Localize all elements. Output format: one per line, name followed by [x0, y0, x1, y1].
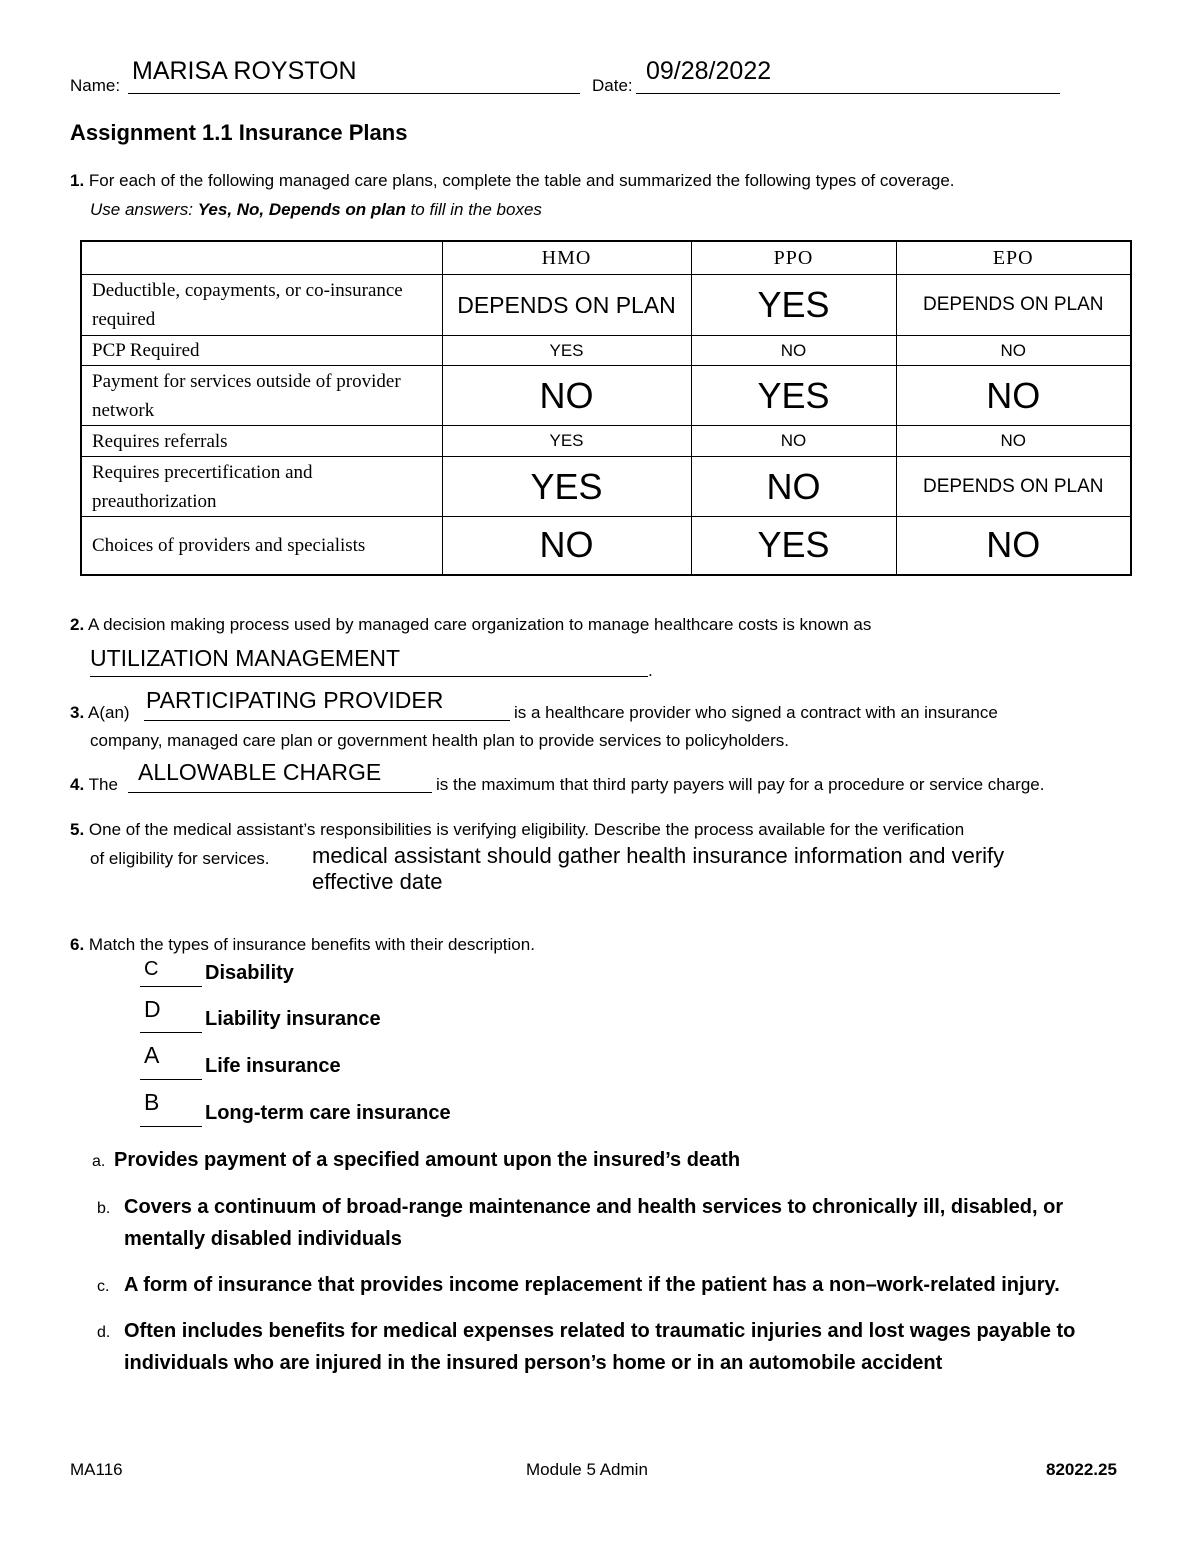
- question-3-underline: [144, 720, 510, 721]
- option-b: [97, 1192, 1063, 1255]
- header-cell-blank: [81, 241, 442, 275]
- table-row: [81, 426, 1131, 457]
- ppo-answer[interactable]: NO: [691, 457, 896, 517]
- question-3-suffix: is a healthcare provider who signed a contract with an insurance: [514, 703, 998, 722]
- question-5: [70, 819, 964, 841]
- option-letter: c.: [97, 1278, 110, 1295]
- question-1: [70, 170, 1170, 192]
- question-2-underline: [90, 676, 648, 677]
- match-underline: [140, 1126, 202, 1127]
- question-3-line2: company, managed care plan or government health plan to provide services to policyholders.: [90, 731, 789, 750]
- row-label: Choices of providers and specialists: [81, 517, 442, 575]
- question-5-answer-line2: effective date: [312, 869, 443, 894]
- epo-answer[interactable]: DEPENDS ON PLAN: [896, 275, 1131, 336]
- question-2: [70, 614, 871, 636]
- match-underline: [140, 1032, 202, 1033]
- question-5-text: One of the medical assistant’s responsibilities is verifying eligibility. Describe the process available for the verification: [88, 820, 965, 839]
- question-2-text: A decision making process used by managed care organization to manage healthcare costs is known as: [87, 615, 872, 634]
- match-answer[interactable]: C: [144, 958, 159, 980]
- hmo-answer[interactable]: YES: [442, 336, 691, 366]
- epo-answer[interactable]: DEPENDS ON PLAN: [896, 457, 1131, 517]
- ppo-answer[interactable]: YES: [691, 517, 896, 575]
- option-a: [92, 1145, 740, 1177]
- question-3-answer[interactable]: PARTICIPATING PROVIDER: [146, 687, 444, 713]
- table-row: [81, 457, 1131, 517]
- ppo-answer[interactable]: YES: [691, 275, 896, 336]
- question-3-prefix: [70, 702, 130, 724]
- question-6-text: Match the types of insurance benefits with their description.: [88, 935, 535, 954]
- question-4-prefix-text: The: [88, 775, 118, 794]
- option-c: [97, 1270, 1060, 1302]
- option-text-continued: mentally disabled individuals: [124, 1228, 402, 1250]
- table-row: [81, 366, 1131, 426]
- option-text: Often includes benefits for medical expenses related to traumatic injuries and lost wages payable to: [124, 1320, 1076, 1342]
- hmo-answer[interactable]: YES: [442, 457, 691, 517]
- ppo-answer[interactable]: NO: [691, 336, 896, 366]
- match-answer[interactable]: D: [144, 996, 161, 1022]
- question-5-number: 5.: [70, 820, 85, 839]
- footer-left: MA116: [70, 1460, 123, 1479]
- option-letter: d.: [97, 1324, 111, 1341]
- question-4-answer[interactable]: ALLOWABLE CHARGE: [138, 759, 382, 785]
- hmo-answer[interactable]: NO: [442, 366, 691, 426]
- match-label: Long-term care insurance: [205, 1102, 451, 1124]
- ppo-answer[interactable]: NO: [691, 426, 896, 457]
- option-d: [97, 1316, 1075, 1379]
- question-4-prefix: [70, 774, 118, 796]
- name-underline: [128, 93, 580, 94]
- option-text-continued: individuals who are injured in the insured person’s home or in an automobile accident: [124, 1352, 943, 1374]
- question-3-number: 3.: [70, 703, 85, 722]
- ppo-answer[interactable]: YES: [691, 366, 896, 426]
- question-1-text: For each of the following managed care plans, complete the table and summarized the following types of coverage.: [88, 171, 955, 190]
- footer-right: 82022.25: [1046, 1460, 1117, 1479]
- option-text: A form of insurance that provides income replacement if the patient has a non–work-related injury.: [124, 1274, 1060, 1296]
- question-4-suffix: is the maximum that third party payers will pay for a procedure or service charge.: [436, 775, 1045, 794]
- page-title: Assignment 1.1 Insurance Plans: [70, 120, 408, 145]
- table-header-row: [81, 241, 1131, 275]
- question-5-answer[interactable]: [312, 843, 1004, 895]
- hmo-answer[interactable]: YES: [442, 426, 691, 457]
- option-text: Covers a continuum of broad-range maintenance and health services to chronically ill, disabled, or: [124, 1196, 1064, 1218]
- question-2-answer[interactable]: UTILIZATION MANAGEMENT: [90, 645, 401, 671]
- question-6-number: 6.: [70, 935, 85, 954]
- option-text: Provides payment of a specified amount upon the insured’s death: [114, 1149, 741, 1171]
- table-row: [81, 517, 1131, 575]
- hint-suffix: to fill in the boxes: [405, 200, 542, 219]
- row-label: Deductible, copayments, or co-insurance required: [81, 275, 442, 336]
- question-5-answer-line1: medical assistant should gather health insurance information and verify: [312, 843, 1005, 868]
- match-label: Liability insurance: [205, 1008, 381, 1030]
- table-row: [81, 275, 1131, 336]
- question-2-number: 2.: [70, 615, 85, 634]
- epo-answer[interactable]: NO: [896, 336, 1131, 366]
- coverage-table: [80, 240, 1132, 576]
- question-3-prefix-text: A(an): [87, 703, 130, 722]
- row-label: Requires precertification and preauthorization: [81, 457, 442, 517]
- header-cell-ppo: PPO: [691, 241, 896, 275]
- header-cell-epo: EPO: [896, 241, 1131, 275]
- epo-answer[interactable]: NO: [896, 366, 1131, 426]
- hmo-answer[interactable]: DEPENDS ON PLAN: [442, 275, 691, 336]
- row-label: PCP Required: [81, 336, 442, 366]
- question-4-number: 4.: [70, 775, 85, 794]
- date-underline: [636, 93, 1060, 94]
- hmo-answer[interactable]: NO: [442, 517, 691, 575]
- name-value[interactable]: MARISA ROYSTON: [132, 57, 357, 85]
- option-letter: a.: [92, 1153, 106, 1170]
- match-label: Life insurance: [205, 1055, 341, 1077]
- date-value[interactable]: 09/28/2022: [646, 57, 772, 85]
- question-1-hint: [90, 199, 542, 221]
- row-label: Requires referrals: [81, 426, 442, 457]
- question-5-line2: of eligibility for services.: [90, 849, 270, 868]
- match-underline: [140, 1079, 202, 1080]
- question-1-number: 1.: [70, 171, 85, 190]
- question-2-end: .: [648, 661, 653, 680]
- question-4-underline: [128, 792, 432, 793]
- name-label: Name:: [70, 76, 121, 95]
- hint-prefix: Use answers:: [90, 200, 198, 219]
- table-row: [81, 336, 1131, 366]
- epo-answer[interactable]: NO: [896, 517, 1131, 575]
- row-label: Payment for services outside of provider network: [81, 366, 442, 426]
- hint-bold: Yes, No, Depends on plan: [197, 200, 406, 219]
- footer-center: Module 5 Admin: [526, 1460, 648, 1479]
- header-cell-hmo: HMO: [442, 241, 691, 275]
- epo-answer[interactable]: NO: [896, 426, 1131, 457]
- date-label: Date:: [592, 76, 633, 95]
- match-underline: [140, 986, 202, 987]
- match-answer[interactable]: B: [144, 1089, 160, 1115]
- match-answer[interactable]: A: [144, 1042, 160, 1068]
- option-letter: b.: [97, 1200, 111, 1217]
- question-6: [70, 934, 535, 956]
- match-label: Disability: [205, 962, 294, 984]
